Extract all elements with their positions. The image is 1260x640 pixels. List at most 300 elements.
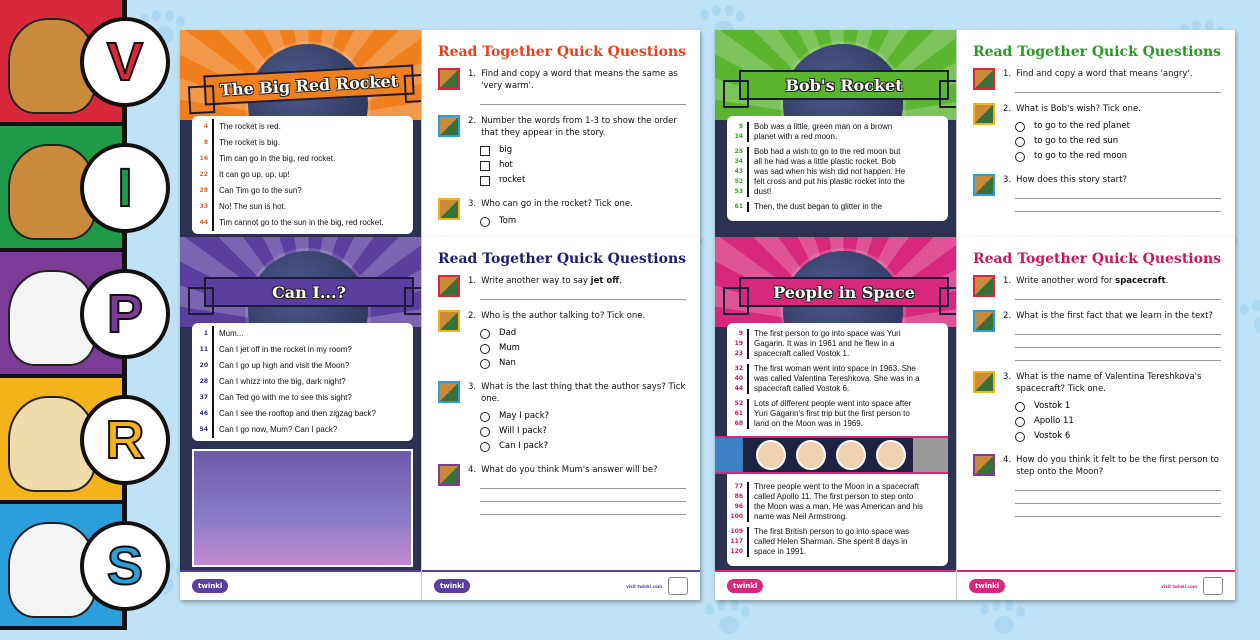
vipers-dog-avatar-icon bbox=[438, 115, 460, 137]
answer-line[interactable] bbox=[1015, 348, 1221, 361]
question-prompt bbox=[481, 381, 686, 405]
answer-line[interactable] bbox=[1015, 80, 1221, 93]
word-count: 32 bbox=[734, 365, 743, 372]
astronaut-portrait-icon bbox=[756, 440, 786, 470]
story-paragraph bbox=[192, 326, 407, 342]
story-paragraph bbox=[192, 183, 407, 199]
word-count: 28 bbox=[199, 378, 208, 385]
question-prompt-text: What do you think Mum's answer will be? bbox=[481, 465, 658, 475]
word-count-column bbox=[727, 122, 749, 142]
question-body bbox=[1003, 371, 1221, 444]
story-text bbox=[214, 422, 337, 438]
story-page bbox=[715, 237, 957, 600]
word-count-column bbox=[727, 482, 749, 522]
vipers-dog-avatar-icon bbox=[438, 464, 460, 486]
option-label: Vostok 6 bbox=[1033, 431, 1071, 441]
story-paragraph bbox=[727, 399, 942, 429]
word-count: 77 bbox=[734, 483, 743, 490]
vipers-dog-avatar-icon bbox=[438, 68, 460, 90]
option-label: to go to the red sun bbox=[1033, 136, 1119, 146]
page-footer bbox=[957, 570, 1235, 600]
word-count: 33 bbox=[199, 203, 208, 210]
question-body bbox=[468, 275, 686, 300]
twinkl-logo[interactable]: twinkl bbox=[434, 579, 470, 593]
question-prompt bbox=[1016, 174, 1127, 186]
story-paragraph bbox=[727, 527, 942, 557]
word-count: 61 bbox=[734, 410, 743, 417]
story-text-box bbox=[727, 323, 948, 566]
vipers-dog-avatar-icon bbox=[438, 275, 460, 297]
question-text bbox=[1003, 371, 1221, 395]
question-body bbox=[1003, 174, 1221, 212]
radio-circle-icon[interactable] bbox=[480, 359, 490, 369]
story-text bbox=[214, 183, 302, 199]
questions-page bbox=[422, 30, 700, 240]
question-item bbox=[973, 174, 1221, 212]
paw-print-icon bbox=[705, 600, 751, 640]
radio-circle-icon[interactable] bbox=[480, 412, 490, 422]
vipers-dog-avatar-icon bbox=[973, 275, 995, 297]
word-count: 9 bbox=[738, 123, 743, 130]
story-line: Mum... bbox=[219, 329, 244, 338]
word-count: 23 bbox=[734, 350, 743, 357]
question-body bbox=[1003, 454, 1221, 517]
questions-title: Read Together Quick Questions bbox=[437, 251, 686, 267]
question-number: 3. bbox=[467, 199, 477, 209]
story-line: Can Ted go with me to see this sight? bbox=[219, 393, 352, 402]
twinkl-logo[interactable]: twinkl bbox=[727, 579, 763, 593]
story-paragraph bbox=[727, 122, 942, 142]
paw-print-icon bbox=[1240, 300, 1260, 340]
story-text-box bbox=[192, 116, 413, 234]
worksheet-can-i bbox=[180, 237, 700, 600]
story-paragraph bbox=[192, 135, 407, 151]
footer-website[interactable]: visit twinkl.com bbox=[626, 583, 662, 589]
answer-line[interactable] bbox=[1015, 478, 1221, 491]
story-text bbox=[214, 374, 346, 390]
story-line: all he had was a little plastic rocket. Bob bbox=[754, 157, 896, 166]
radio-circle-icon[interactable] bbox=[1015, 432, 1025, 442]
radio-option[interactable] bbox=[480, 439, 686, 454]
question-text bbox=[1003, 310, 1221, 322]
radio-option[interactable] bbox=[480, 341, 686, 356]
story-line: Then, the dust began to glitter in the bbox=[754, 202, 883, 211]
story-line: planet with a red moon. bbox=[754, 132, 838, 141]
story-line: called Helen Sharman. She spent 8 days in bbox=[754, 537, 908, 546]
word-count: 20 bbox=[199, 362, 208, 369]
story-title-ribbon: People in Space bbox=[739, 277, 949, 307]
answer-line[interactable] bbox=[1015, 504, 1221, 517]
option-label: to go to the red moon bbox=[1033, 151, 1128, 161]
radio-circle-icon[interactable] bbox=[480, 344, 490, 354]
questions-page bbox=[422, 237, 700, 600]
vipers-dog-avatar-icon bbox=[973, 174, 995, 196]
word-count: 11 bbox=[199, 346, 208, 353]
answer-line[interactable] bbox=[1015, 322, 1221, 335]
story-line: was sad when his wish did not happen. He bbox=[754, 167, 906, 176]
word-count: 44 bbox=[734, 385, 743, 392]
story-text bbox=[214, 167, 290, 183]
option-label: Mum bbox=[498, 343, 520, 353]
story-paragraph bbox=[192, 390, 407, 406]
question-number: 2. bbox=[1002, 311, 1012, 321]
vipers-dog-avatar-icon bbox=[973, 310, 995, 332]
story-line: the Moon was a man. He was American and his bbox=[754, 502, 923, 511]
questions-page bbox=[957, 30, 1235, 240]
story-title-ribbon: Bob's Rocket bbox=[739, 70, 949, 100]
question-prompt-text: What is the last thing that the author says? Tick one. bbox=[481, 382, 686, 404]
question-body bbox=[1003, 103, 1221, 164]
question-item bbox=[438, 198, 686, 229]
question-prompt bbox=[1016, 103, 1141, 115]
answer-line[interactable] bbox=[1015, 287, 1221, 300]
astronaut-portrait-icon bbox=[876, 440, 906, 470]
story-line: space in 1991. bbox=[754, 547, 807, 556]
question-prompt-text: How do you think it felt to be the first person to step onto the Moon? bbox=[1016, 455, 1219, 477]
word-count-column bbox=[192, 422, 214, 438]
question-item bbox=[438, 464, 686, 515]
question-prompt-text: Number the words from 1-3 to show the order that they appear in the story. bbox=[481, 116, 677, 138]
question-prompt bbox=[481, 68, 686, 92]
story-paragraph bbox=[727, 364, 942, 394]
radio-circle-icon[interactable] bbox=[1015, 122, 1025, 132]
word-count: 37 bbox=[199, 394, 208, 401]
vipers-letter-r: R bbox=[80, 395, 170, 485]
story-paragraph bbox=[727, 202, 942, 212]
radio-option[interactable] bbox=[1015, 399, 1221, 414]
word-count: 8 bbox=[203, 139, 208, 146]
word-count: 40 bbox=[734, 375, 743, 382]
page-footer bbox=[715, 570, 956, 600]
story-paragraph bbox=[727, 329, 942, 359]
question-number: 3. bbox=[1002, 175, 1012, 185]
question-text bbox=[468, 464, 686, 476]
option-label: Apollo 11 bbox=[1033, 416, 1074, 426]
question-body bbox=[468, 310, 686, 371]
story-text bbox=[214, 215, 384, 231]
radio-circle-icon[interactable] bbox=[1015, 152, 1025, 162]
word-count-column bbox=[727, 147, 749, 197]
word-count: 61 bbox=[734, 203, 743, 210]
question-body bbox=[1003, 310, 1221, 361]
checkbox-option[interactable] bbox=[480, 143, 686, 158]
question-number: 1. bbox=[467, 276, 477, 286]
story-paragraph bbox=[192, 342, 407, 358]
radio-option[interactable] bbox=[1015, 429, 1221, 444]
story-paragraph bbox=[192, 406, 407, 422]
question-prompt-text: What is the first fact that we learn in the text? bbox=[1016, 311, 1213, 321]
story-line: The first person to go into space was Yuri bbox=[754, 329, 901, 338]
question-item bbox=[973, 103, 1221, 164]
word-count: 100 bbox=[730, 513, 743, 520]
question-prompt bbox=[481, 464, 658, 476]
story-paragraph bbox=[192, 374, 407, 390]
story-text bbox=[214, 135, 280, 151]
worksheet-big-red-rocket bbox=[180, 30, 700, 240]
word-count: 4 bbox=[203, 123, 208, 130]
radio-circle-icon[interactable] bbox=[1015, 137, 1025, 147]
answer-line[interactable] bbox=[480, 287, 686, 300]
radio-circle-icon[interactable] bbox=[480, 329, 490, 339]
word-count: 68 bbox=[734, 420, 743, 427]
questions-page bbox=[957, 237, 1235, 600]
story-text bbox=[214, 326, 243, 342]
story-line: name was Neil Armstrong. bbox=[754, 512, 848, 521]
vipers-dog-avatar-icon bbox=[973, 68, 995, 90]
story-text bbox=[749, 122, 892, 142]
story-line: Can I jet off in the rocket in my room? bbox=[219, 345, 352, 354]
vipers-dog-avatar-icon bbox=[438, 198, 460, 220]
questions-title: Read Together Quick Questions bbox=[972, 44, 1221, 60]
checkbox-option[interactable] bbox=[480, 158, 686, 173]
story-text bbox=[749, 527, 909, 557]
option-label: Tom bbox=[498, 216, 517, 226]
radio-option[interactable] bbox=[480, 356, 686, 371]
quality-badge-icon bbox=[668, 577, 688, 595]
vipers-letter-i: I bbox=[80, 143, 170, 233]
option-label: big bbox=[498, 145, 513, 155]
vipers-dog-avatar-icon bbox=[973, 454, 995, 476]
vipers-dog-avatar-icon bbox=[438, 310, 460, 332]
question-prompt bbox=[1016, 275, 1168, 287]
option-label: Will I pack? bbox=[498, 426, 547, 436]
story-line: No! The sun is hot. bbox=[219, 202, 286, 211]
question-prompt-text: Find and copy a word that means 'angry'. bbox=[1016, 69, 1193, 79]
story-line: The first woman went into space in 1963. She bbox=[754, 364, 916, 373]
question-prompt-text: What is Bob's wish? Tick one. bbox=[1016, 104, 1141, 114]
story-line: Gagarin. It was in 1961 and he flew in a bbox=[754, 339, 895, 348]
footer-right bbox=[1161, 577, 1223, 595]
radio-option[interactable] bbox=[480, 424, 686, 439]
word-count: 52 bbox=[734, 178, 743, 185]
answer-line[interactable] bbox=[1015, 186, 1221, 199]
story-line: felt cross and put his plastic rocket into the bbox=[754, 177, 905, 186]
story-paragraph bbox=[727, 147, 942, 197]
story-text bbox=[749, 329, 901, 359]
question-item bbox=[973, 454, 1221, 517]
vipers-letter-v: V bbox=[80, 17, 170, 107]
word-count: 25 bbox=[734, 148, 743, 155]
story-paragraph bbox=[192, 215, 407, 231]
question-number: 2. bbox=[1002, 104, 1012, 114]
story-text bbox=[214, 151, 335, 167]
bedroom-rocket-illustration bbox=[192, 449, 413, 567]
story-text bbox=[214, 406, 376, 422]
story-line: Tim cannot go to the sun in the big, red rocket. bbox=[219, 218, 384, 227]
worksheet-bobs-rocket bbox=[715, 30, 1235, 240]
story-line: The rocket is big. bbox=[219, 138, 280, 147]
quality-badge-icon bbox=[1203, 577, 1223, 595]
page-footer bbox=[422, 570, 700, 600]
story-text bbox=[749, 364, 920, 394]
word-count: 52 bbox=[734, 400, 743, 407]
story-paragraph bbox=[192, 167, 407, 183]
story-text bbox=[749, 399, 911, 429]
word-count: 1 bbox=[203, 330, 208, 337]
story-line: Lots of different people went into space after bbox=[754, 399, 912, 408]
answer-line[interactable] bbox=[1015, 199, 1221, 212]
option-label: hot bbox=[498, 160, 513, 170]
question-number: 4. bbox=[1002, 455, 1012, 465]
story-text bbox=[214, 390, 352, 406]
word-count: 22 bbox=[199, 171, 208, 178]
question-text bbox=[1003, 275, 1221, 287]
question-number: 3. bbox=[1002, 372, 1012, 382]
question-body bbox=[1003, 275, 1221, 300]
story-text bbox=[749, 482, 923, 522]
story-line: called Apollo 11. The first person to step onto bbox=[754, 492, 914, 501]
word-count-column bbox=[727, 399, 749, 429]
question-text bbox=[468, 68, 686, 92]
question-prompt bbox=[1016, 454, 1221, 478]
question-body bbox=[468, 115, 686, 188]
question-prompt bbox=[481, 115, 686, 139]
radio-circle-icon[interactable] bbox=[1015, 402, 1025, 412]
question-number: 1. bbox=[1002, 276, 1012, 286]
question-prompt-text: How does this story start? bbox=[1016, 175, 1127, 185]
question-prompt-text: Find and copy a word that means the same as 'very warm'. bbox=[481, 69, 678, 91]
word-count: 44 bbox=[199, 219, 208, 226]
story-line: Three people went to the Moon in a spacecraft bbox=[754, 482, 919, 491]
story-text bbox=[214, 342, 352, 358]
paw-print-icon bbox=[980, 600, 1026, 640]
word-count-column bbox=[727, 329, 749, 359]
page-footer bbox=[180, 570, 421, 600]
question-prompt-end: . bbox=[619, 276, 622, 286]
story-line: It can go up, up, up! bbox=[219, 170, 290, 179]
story-title-ribbon: Can I...? bbox=[204, 277, 414, 307]
twinkl-logo[interactable]: twinkl bbox=[969, 579, 1005, 593]
vipers-letter-s: S bbox=[80, 521, 170, 611]
radio-option[interactable] bbox=[480, 326, 686, 341]
story-text bbox=[214, 199, 286, 215]
word-count: 54 bbox=[199, 426, 208, 433]
answer-line[interactable] bbox=[480, 92, 686, 105]
question-prompt bbox=[1016, 68, 1192, 80]
footer-right bbox=[626, 577, 688, 595]
question-text bbox=[1003, 103, 1221, 115]
twinkl-logo[interactable]: twinkl bbox=[192, 579, 228, 593]
word-count: 109 bbox=[730, 528, 743, 535]
story-line: land on the Moon was in 1969. bbox=[754, 419, 863, 428]
answer-line[interactable] bbox=[480, 476, 686, 489]
checkbox-option[interactable] bbox=[480, 173, 686, 188]
word-count-column bbox=[192, 119, 214, 135]
footer-website[interactable]: visit twinkl.com bbox=[1161, 583, 1197, 589]
answer-line[interactable] bbox=[480, 489, 686, 502]
answer-line[interactable] bbox=[1015, 491, 1221, 504]
question-item bbox=[438, 275, 686, 300]
radio-option[interactable] bbox=[1015, 149, 1221, 164]
answer-line[interactable] bbox=[480, 502, 686, 515]
word-count: 96 bbox=[734, 503, 743, 510]
radio-option[interactable] bbox=[480, 409, 686, 424]
question-item bbox=[438, 310, 686, 371]
question-body bbox=[468, 464, 686, 515]
story-line: spacecraft called Vostok 1. bbox=[754, 349, 850, 358]
story-text bbox=[214, 119, 281, 135]
story-line: Can I whizz into the big, dark night? bbox=[219, 377, 346, 386]
radio-circle-icon[interactable] bbox=[480, 442, 490, 452]
questions-title: Read Together Quick Questions bbox=[437, 44, 686, 60]
word-count-column bbox=[192, 358, 214, 374]
radio-option[interactable] bbox=[1015, 119, 1221, 134]
option-label: rocket bbox=[498, 175, 526, 185]
checkbox-square-icon[interactable] bbox=[480, 146, 490, 156]
word-count: 43 bbox=[734, 168, 743, 175]
question-body bbox=[468, 68, 686, 105]
question-item bbox=[438, 115, 686, 188]
word-count: 53 bbox=[734, 188, 743, 195]
question-text bbox=[468, 115, 686, 139]
word-count-column bbox=[192, 390, 214, 406]
word-count: 46 bbox=[199, 410, 208, 417]
story-title-ribbon: The Big Red Rocket bbox=[203, 65, 414, 106]
word-count: 117 bbox=[730, 538, 743, 545]
question-text bbox=[1003, 174, 1221, 186]
word-count: 28 bbox=[199, 187, 208, 194]
story-paragraph bbox=[192, 422, 407, 438]
vipers-dog-avatar-icon bbox=[973, 371, 995, 393]
radio-circle-icon[interactable] bbox=[480, 217, 490, 227]
option-label: Can I pack? bbox=[498, 441, 549, 451]
question-number: 4. bbox=[467, 465, 477, 475]
question-keyword: jet off bbox=[590, 276, 620, 286]
question-prompt-text: Who is the author talking to? Tick one. bbox=[481, 311, 646, 321]
question-text bbox=[1003, 454, 1221, 478]
radio-option[interactable] bbox=[1015, 414, 1221, 429]
story-line: Bob had a wish to go to the red moon but bbox=[754, 147, 901, 156]
question-item bbox=[973, 310, 1221, 361]
questions-title: Read Together Quick Questions bbox=[972, 251, 1221, 267]
option-label: Nan bbox=[498, 358, 516, 368]
word-count-column bbox=[192, 374, 214, 390]
radio-circle-icon[interactable] bbox=[1015, 417, 1025, 427]
question-text bbox=[468, 381, 686, 405]
checkbox-square-icon[interactable] bbox=[480, 176, 490, 186]
question-keyword: spacecraft bbox=[1115, 276, 1166, 286]
story-line: Tim can go in the big, red rocket. bbox=[219, 154, 336, 163]
story-text-box bbox=[192, 323, 413, 441]
radio-circle-icon[interactable] bbox=[480, 427, 490, 437]
astronaut-portrait-icon bbox=[836, 440, 866, 470]
story-page bbox=[715, 30, 957, 240]
astronaut-portrait-icon bbox=[796, 440, 826, 470]
story-paragraph bbox=[192, 151, 407, 167]
worksheet-people-in-space bbox=[715, 237, 1235, 600]
radio-option[interactable] bbox=[1015, 134, 1221, 149]
question-item bbox=[973, 275, 1221, 300]
answer-line[interactable] bbox=[1015, 335, 1221, 348]
story-text bbox=[214, 358, 349, 374]
word-count-column bbox=[727, 527, 749, 557]
question-prompt bbox=[1016, 371, 1221, 395]
word-count-column bbox=[192, 326, 214, 342]
word-count-column bbox=[727, 364, 749, 394]
word-count: 14 bbox=[734, 133, 743, 140]
story-paragraph bbox=[727, 482, 942, 522]
question-number: 1. bbox=[467, 69, 477, 79]
checkbox-square-icon[interactable] bbox=[480, 161, 490, 171]
question-number: 3. bbox=[467, 382, 477, 392]
story-paragraph bbox=[192, 119, 407, 135]
word-count-column bbox=[192, 342, 214, 358]
story-line: Can Tim go to the sun? bbox=[219, 186, 302, 195]
question-prompt-text: What is the name of Valentina Tereshkova's spacecraft? Tick one. bbox=[1016, 372, 1202, 394]
story-text-box bbox=[727, 116, 948, 221]
story-line: Bob was a little, green man on a brown bbox=[754, 122, 893, 131]
radio-option[interactable] bbox=[480, 214, 686, 229]
